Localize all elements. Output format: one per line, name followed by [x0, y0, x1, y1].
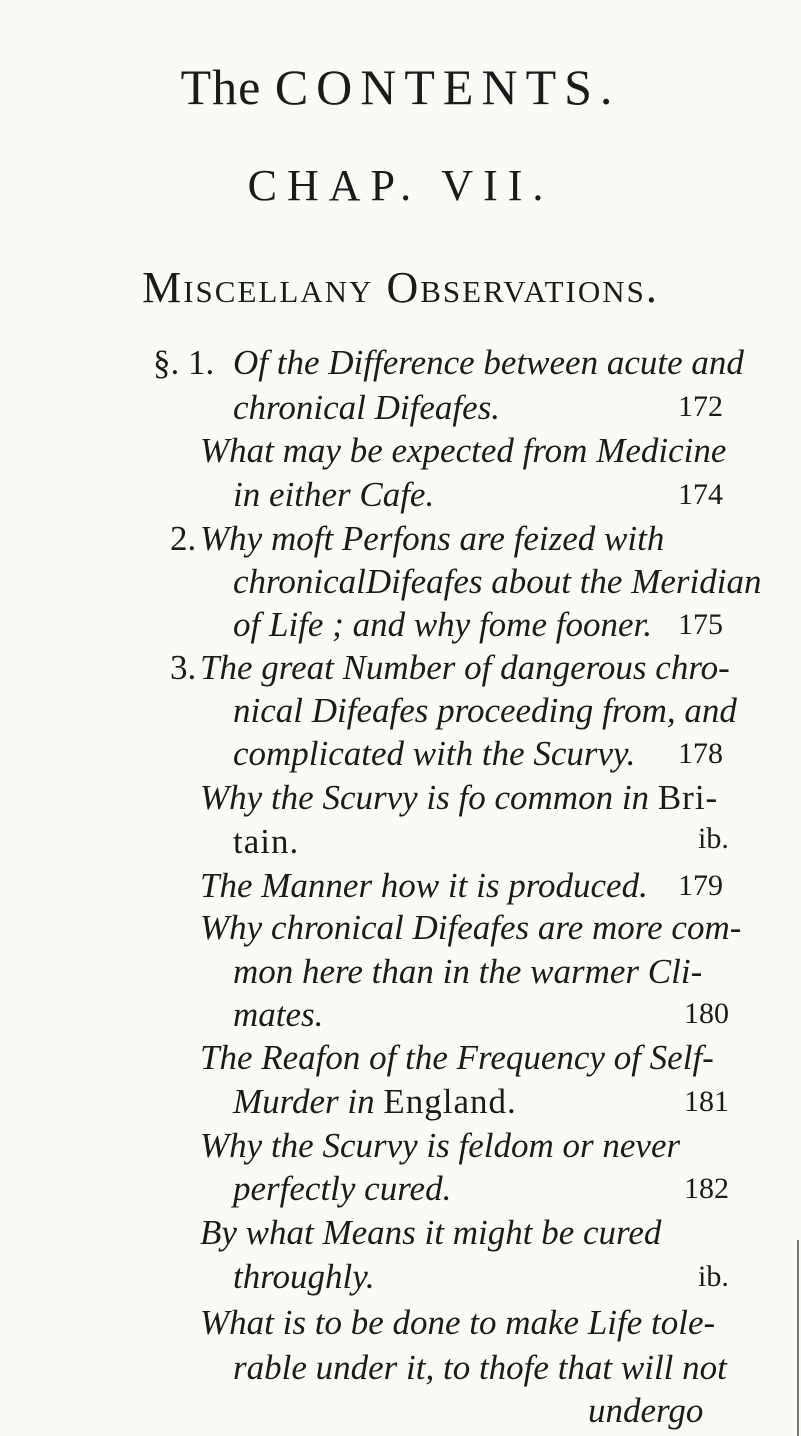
- entry-line: What may be expected from Medicine: [200, 430, 727, 470]
- entry-line: mates.: [233, 995, 324, 1035]
- entry-line: of Life ; and why fome fooner.: [233, 605, 652, 644]
- entry-page-number: 181: [684, 1085, 729, 1119]
- entry-line: throughly.: [233, 1257, 375, 1297]
- entry-line: What is to be done to make Life tole-: [200, 1303, 716, 1342]
- entry-line: chronical Difeafes.: [233, 387, 500, 427]
- entry-page-number: 178: [678, 736, 723, 770]
- running-head: [0, 58, 801, 116]
- entry-line: Why the Scurvy is fo common in Bri-: [200, 778, 719, 818]
- entry-page-number: 175: [678, 607, 723, 641]
- page-edge-shadow: [797, 1240, 799, 1436]
- entry-page-number: 182: [684, 1172, 729, 1206]
- entry-page-number: 172: [678, 390, 723, 424]
- entry-page-number: 174: [678, 478, 723, 512]
- entry-page-number: 179: [678, 868, 723, 902]
- entry-line: perfectly cured.: [233, 1169, 452, 1209]
- entry-line: complicated with the Scurvy.: [233, 734, 636, 774]
- entry-line: Why moft Perfons are feized with: [200, 518, 665, 558]
- entry-line: rable under it, to thofe that will not: [233, 1348, 727, 1387]
- entry-line: in either Cafe.: [233, 474, 435, 514]
- entry-line: nical Difeafes proceeding from, and: [233, 691, 737, 731]
- running-head-the: The: [180, 59, 262, 115]
- entry-marker: §. 1.: [153, 343, 215, 382]
- entry-line: By what Means it might be cured: [200, 1213, 662, 1253]
- entry-line: Why the Scurvy is feldom or never: [200, 1126, 681, 1166]
- entry-page-number: 180: [684, 997, 729, 1031]
- running-head-contents: CONTENTS.: [274, 59, 621, 115]
- entry-line: The Reafon of the Frequency of Self-: [200, 1038, 714, 1078]
- entry-line: Murder in England.: [233, 1082, 517, 1122]
- entry-line: The great Number of dangerous chro-: [200, 648, 730, 688]
- entry-line: Of the Difference between acute and: [233, 343, 744, 382]
- entry-line: tain.: [233, 822, 300, 862]
- entry-page-number: ib.: [698, 1260, 729, 1293]
- entry-marker: 3.: [170, 648, 197, 688]
- section-title: Miscellany Observations.: [142, 263, 659, 312]
- entry-line: Why chronical Difeafes are more com-: [200, 908, 742, 948]
- entry-marker: 2.: [170, 518, 197, 558]
- entry-line: The Manner how it is produced.: [200, 866, 648, 906]
- entry-line: chronicalDifeafes about the Meridian: [233, 561, 762, 601]
- catchword: undergo: [588, 1391, 704, 1430]
- entry-line: mon here than in the warmer Cli-: [233, 952, 703, 992]
- entry-page-number: ib.: [698, 822, 729, 856]
- chapter-heading: CHAP. VII.: [247, 161, 554, 210]
